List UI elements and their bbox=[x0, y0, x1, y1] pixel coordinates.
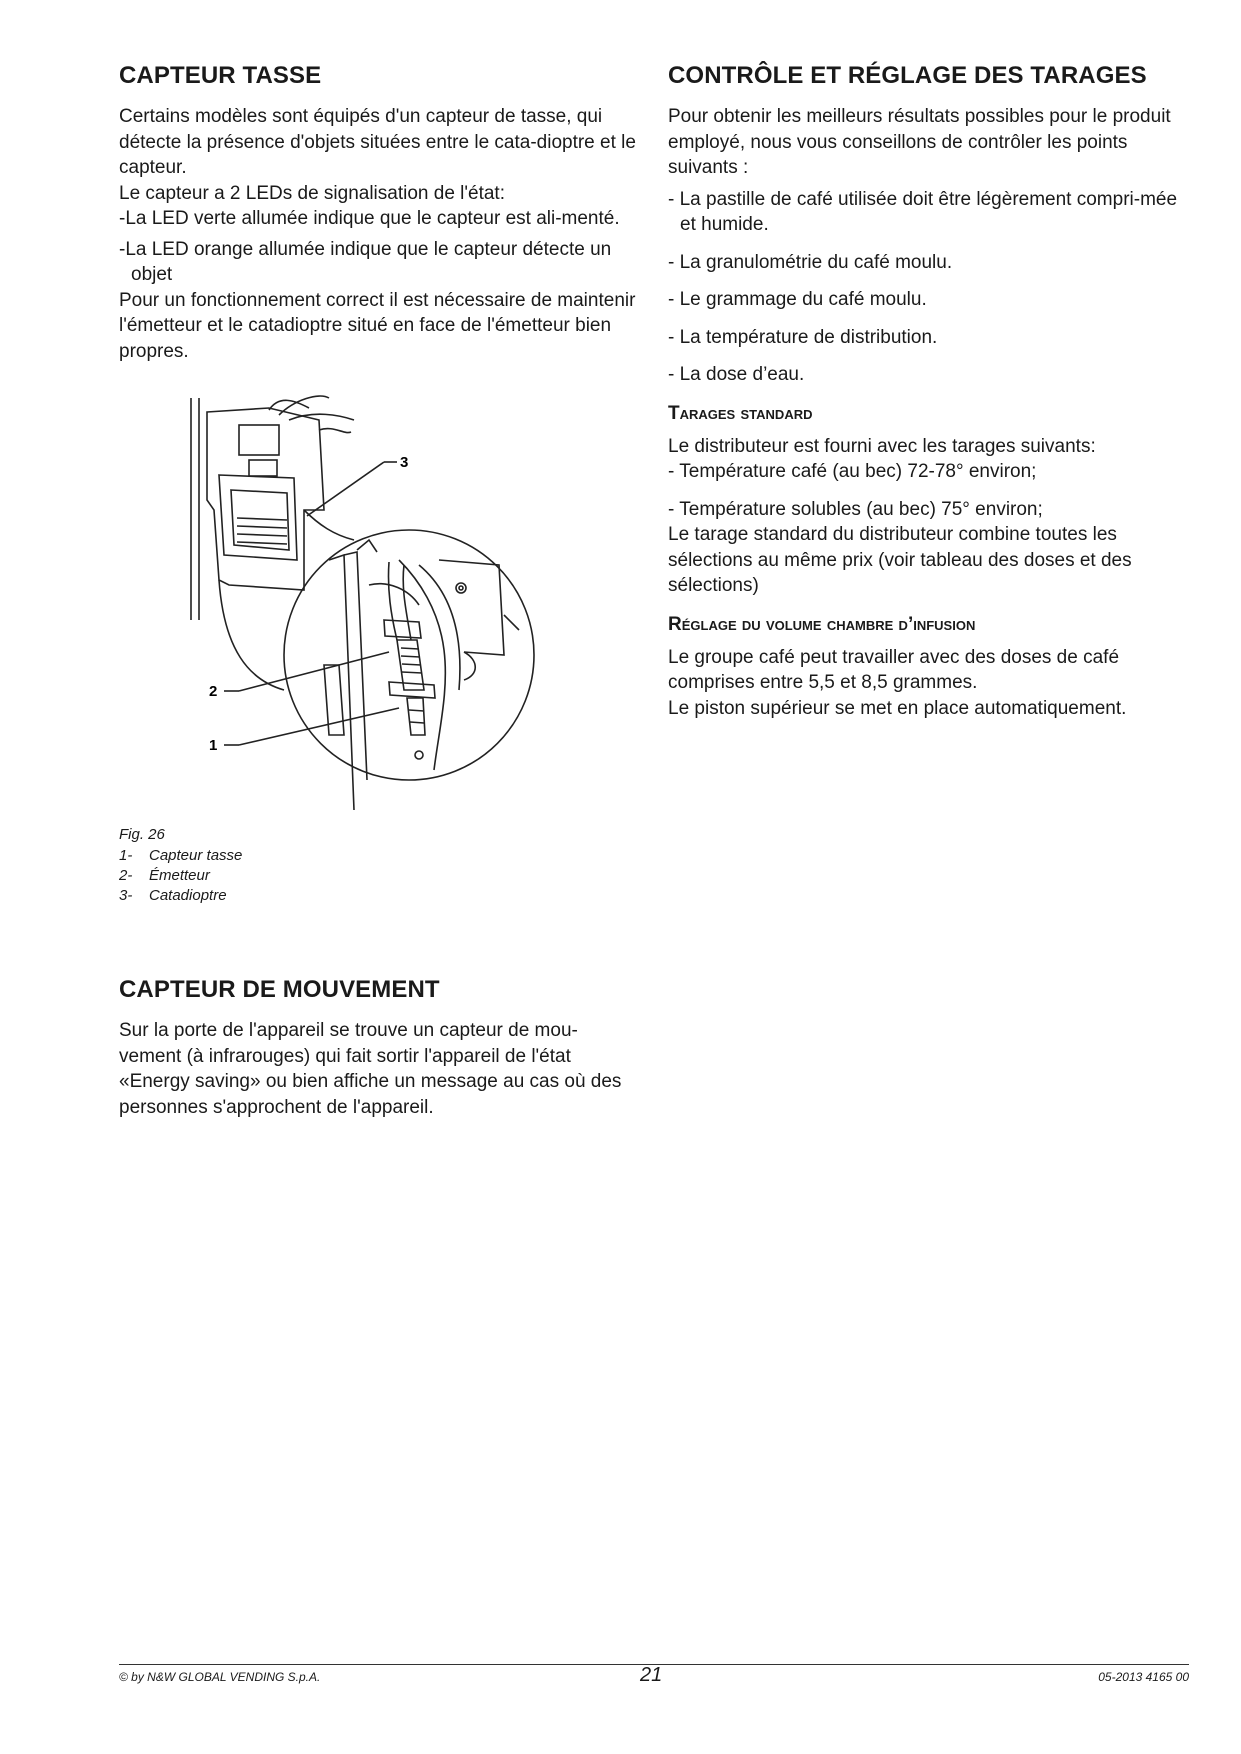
paragraph: Le tarage standard du distributeur combine toutes les sélections au même prix (voir tableau des doses et des sélections) bbox=[668, 524, 1132, 596]
paragraph: Sur la porte de l'appareil se trouve un capteur de mou-vement (à infrarouges) qui fait sortir l'appareil de l'état «Energy saving» ou bien affiche un message au cas où des personnes s'approchent de l'appareil. bbox=[119, 1020, 622, 1118]
paragraph: Pour un fonctionnement correct il est nécessaire de maintenir l'émetteur et le catadioptre situé en face de l'émetteur bien propres. bbox=[119, 289, 636, 362]
subsection-title-tarages: Tarages standard bbox=[668, 402, 813, 424]
section-capteur-mouvement bbox=[119, 976, 639, 1120]
section-title-controle: CONTRÔLE ET RÉGLAGE DES TARAGES bbox=[668, 62, 1147, 89]
figure-caption: Fig. 26 bbox=[119, 826, 165, 843]
list-item: - La granulométrie du café moulu. bbox=[668, 251, 953, 273]
footer-doc-code: 05-2013 4165 00 bbox=[1098, 1670, 1189, 1684]
list-item: - Température solubles (au bec) 75° environ; bbox=[668, 498, 1043, 520]
list-item: - Le grammage du café moulu. bbox=[668, 289, 927, 310]
paragraph: Le capteur a 2 LEDs de signalisation de l'état: bbox=[119, 182, 505, 204]
figure-capteur-tasse bbox=[119, 390, 639, 850]
legend-item: 3- Catadioptre bbox=[119, 887, 227, 904]
legend-item: 2- Émetteur bbox=[119, 867, 210, 884]
callout-3: 3 bbox=[400, 454, 409, 471]
legend-item: 1- Capteur tasse bbox=[119, 847, 243, 864]
list-item: - Température café (au bec) 72-78° environ; bbox=[668, 461, 1037, 482]
paragraph: Le piston supérieur se met en place automatiquement. bbox=[668, 697, 1127, 719]
list-item: -La LED verte allumée indique que le capteur est ali-menté. bbox=[119, 208, 620, 229]
right-column bbox=[668, 62, 1183, 721]
callout-2: 2 bbox=[209, 683, 218, 700]
section-title-capteur-mouvement: CAPTEUR DE MOUVEMENT bbox=[119, 976, 440, 1003]
paragraph: Pour obtenir les meilleurs résultats possibles pour le produit employé, nous vous conseillons de contrôler les points suivants : bbox=[668, 106, 1171, 178]
left-column bbox=[119, 62, 639, 1120]
paragraph: Le groupe café peut travailler avec des doses de café comprises entre 5,5 et 8,5 grammes. bbox=[668, 646, 1120, 693]
paragraph: Certains modèles sont équipés d'un capteur de tasse, qui détecte la présence d'objets situées entre le cata-dioptre et le capteur. bbox=[119, 106, 636, 178]
footer-copyright: © by N&W GLOBAL VENDING S.p.A. bbox=[119, 1670, 321, 1684]
list-item: - La pastille de café utilisée doit être légèrement compri-mée et humide. bbox=[668, 188, 1178, 235]
sensor-illustration bbox=[119, 390, 639, 810]
subsection-title-reglage: Réglage du volume chambre d’infusion bbox=[668, 613, 976, 635]
list-item: - La dose d’eau. bbox=[668, 364, 805, 385]
paragraph: Le distributeur est fourni avec les tarages suivants: bbox=[668, 435, 1096, 457]
list-item: - La température de distribution. bbox=[668, 326, 938, 348]
figure-legend bbox=[119, 846, 639, 906]
page-number: 21 bbox=[640, 1664, 663, 1686]
list-item: -La LED orange allumée indique que le capteur détecte un objet bbox=[119, 238, 612, 285]
callout-1: 1 bbox=[209, 737, 218, 754]
section-title-capteur-tasse: CAPTEUR TASSE bbox=[119, 62, 322, 89]
